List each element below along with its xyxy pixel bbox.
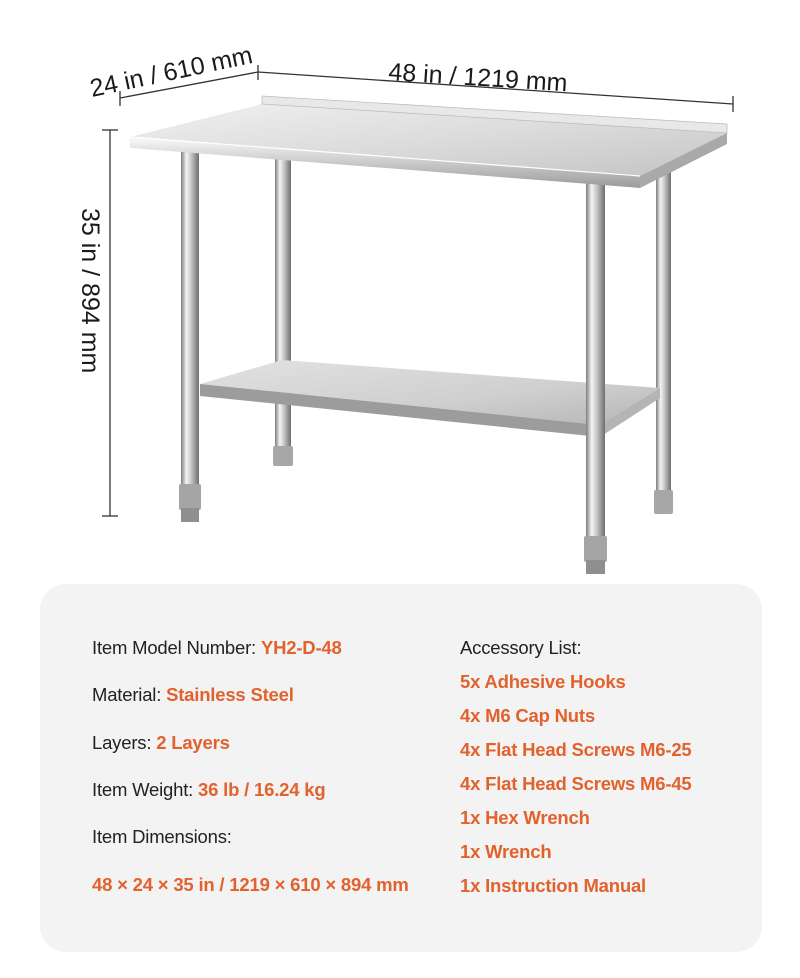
accessory-item-7: 1x Instruction Manual	[460, 875, 646, 896]
accessory-item-6: 1x Wrench	[460, 841, 552, 862]
front-legs	[179, 152, 607, 574]
depth-dimension-label: 24 in / 610 mm	[87, 41, 255, 103]
accessory-item-5: 1x Hex Wrench	[460, 807, 590, 828]
weight-value: 36 lb / 16.24 kg	[198, 779, 326, 800]
material-row	[92, 684, 294, 706]
accessory-item-3: 4x Flat Head Screws M6-25	[460, 739, 692, 760]
tabletop	[130, 96, 727, 188]
layers-row	[92, 732, 230, 754]
accessory-list-title: Accessory List:	[460, 637, 582, 658]
layers-value: 2 Layers	[156, 732, 230, 753]
accessory-item-4: 4x Flat Head Screws M6-45	[460, 773, 692, 794]
model-number-label: Item Model Number:	[92, 637, 261, 658]
model-number-value: YH2-D-48	[260, 637, 342, 658]
weight-row	[92, 779, 325, 801]
model-number-row	[92, 637, 342, 659]
back-legs	[273, 156, 673, 514]
material-label: Material:	[92, 684, 167, 705]
item-dimensions-value: 48 × 24 × 35 in / 1219 × 610 × 894 mm	[92, 874, 409, 895]
width-dimension-label: 48 in / 1219 mm	[387, 58, 569, 98]
weight-label: Item Weight:	[92, 779, 199, 800]
accessory-item-1: 5x Adhesive Hooks	[460, 671, 626, 692]
accessory-item-2: 4x M6 Cap Nuts	[460, 705, 595, 726]
layers-label: Layers:	[92, 732, 157, 753]
height-dimension-label: 35 in / 894 mm	[76, 208, 104, 374]
dimensions-label-row	[92, 826, 232, 848]
item-dimensions-label: Item Dimensions:	[92, 826, 232, 847]
material-value: Stainless Steel	[166, 684, 294, 705]
